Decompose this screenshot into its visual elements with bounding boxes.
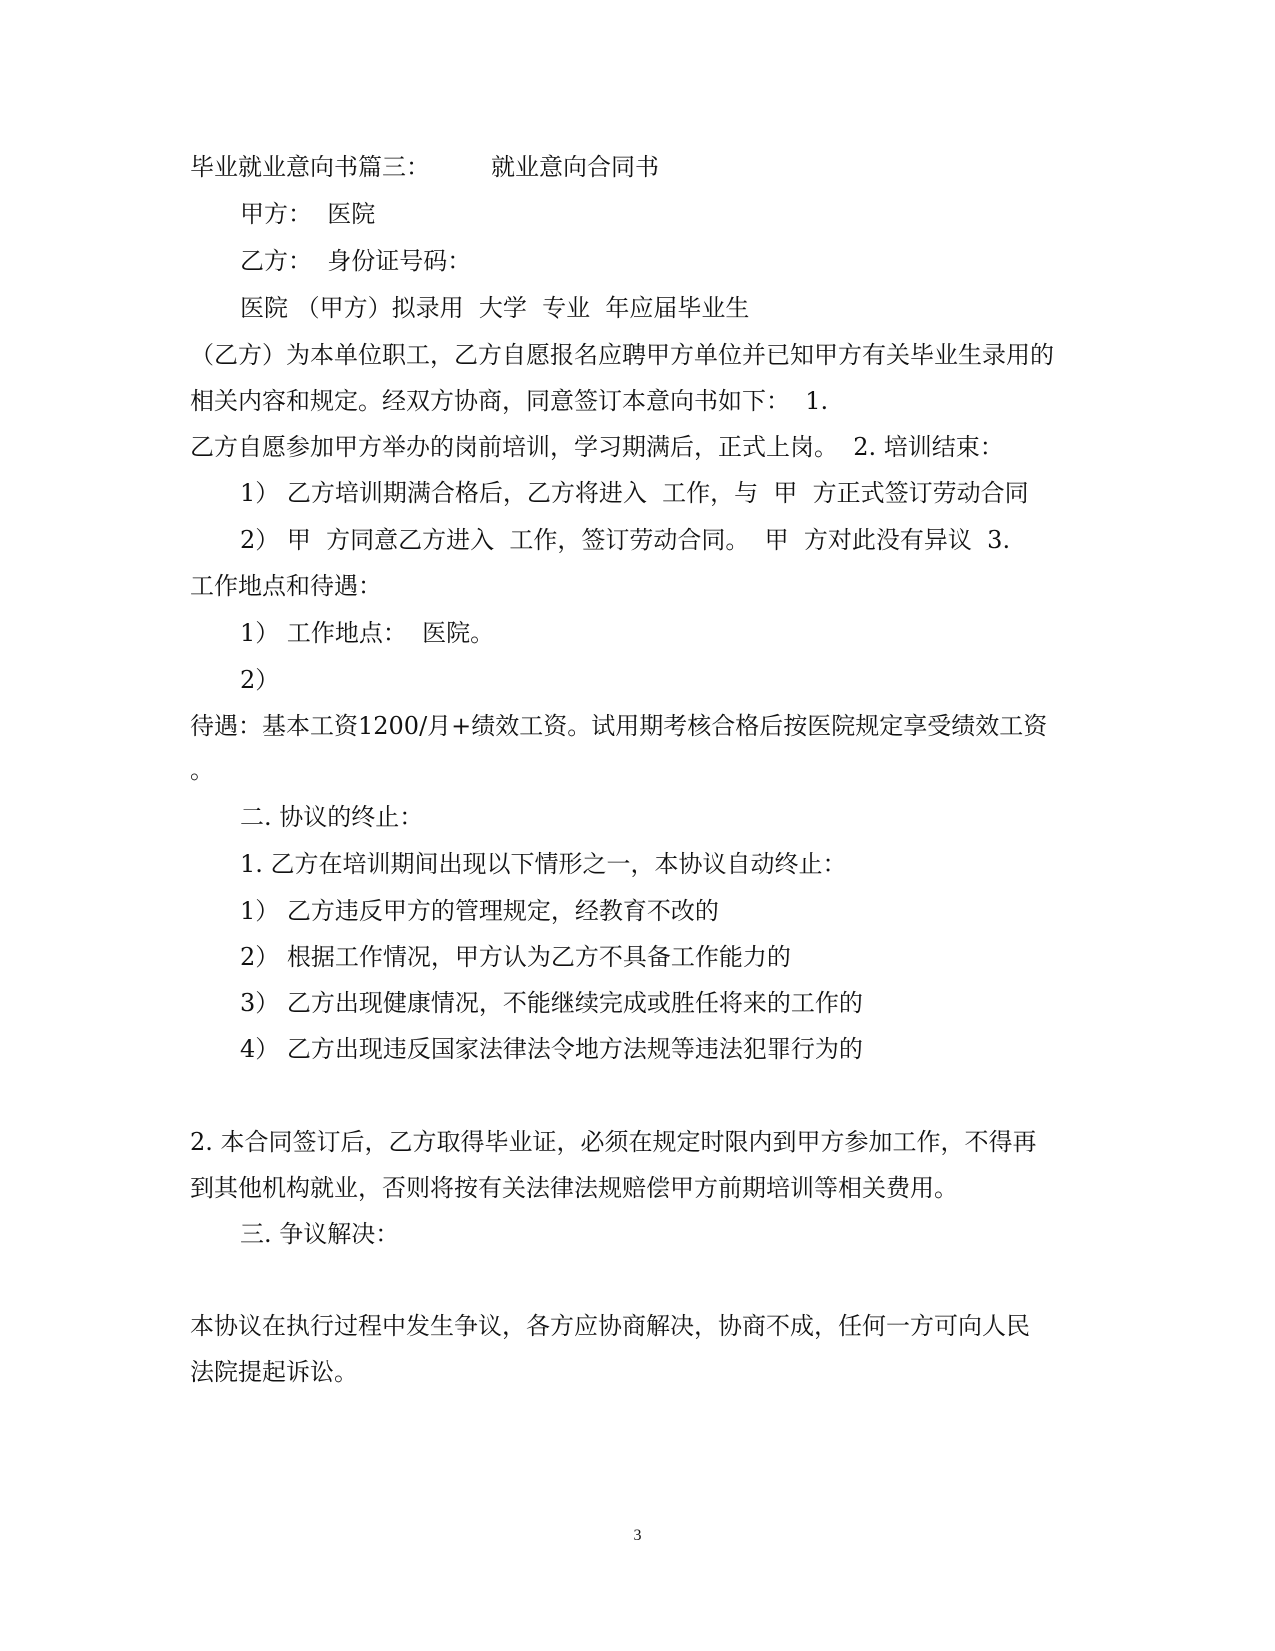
section-heading: 三. 争议解决： [240,1220,400,1248]
paragraph-line: 。 [190,756,214,784]
list-item: 3） 乙方出现健康情况，不能继续完成或胜任将来的工作的 [240,989,863,1017]
list-item: 4） 乙方出现违反国家法律法令地方法规等违法犯罪行为的 [240,1035,863,1063]
party-a-line: 甲方： 医院 [240,200,376,228]
section-heading: 二. 协议的终止： [240,803,424,831]
page-number: 3 [633,1527,642,1544]
list-item: 1） 工作地点： 医院。 [240,619,495,647]
paragraph-line: 医院 （甲方）拟录用 大学 专业 年应届毕业生 [240,294,750,322]
paragraph-line: 工作地点和待遇： [190,572,382,600]
list-item: 1） 乙方培训期满合格后，乙方将进入 工作，与 甲 方正式签订劳动合同 [240,479,1029,507]
paragraph-line: 乙方自愿参加甲方举办的岗前培训，学习期满后，正式上岗。 2. 培训结束： [190,433,1004,461]
paragraph-line: 2. 本合同签订后，乙方取得毕业证，必须在规定时限内到甲方参加工作，不得再 [190,1128,1037,1156]
heading-line: 毕业就业意向书篇三： 就业意向合同书 [190,153,660,181]
list-item: 1. 乙方在培训期间出现以下情形之一，本协议自动终止： [240,850,847,878]
list-item: 2） 根据工作情况，甲方认为乙方不具备工作能力的 [240,943,791,971]
list-item: 2） [240,666,280,694]
party-b-line: 乙方： 身份证号码： [240,247,472,275]
paragraph-line: 待遇：基本工资1200/月+绩效工资。试用期考核合格后按医院规定享受绩效工资 [190,712,1048,740]
list-item: 1） 乙方违反甲方的管理规定，经教育不改的 [240,897,719,925]
paragraph-line: 到其他机构就业，否则将按有关法律法规赔偿甲方前期培训等相关费用。 [190,1174,958,1202]
list-item: 2） 甲 方同意乙方进入 工作，签订劳动合同。 甲 方对此没有异议 3. [240,526,1011,554]
paragraph-line: （乙方）为本单位职工，乙方自愿报名应聘甲方单位并已知甲方有关毕业生录用的 [190,341,1054,369]
paragraph-line: 法院提起诉讼。 [190,1358,358,1386]
paragraph-line: 本协议在执行过程中发生争议，各方应协商解决，协商不成，任何一方可向人民 [190,1312,1030,1340]
paragraph-line: 相关内容和规定。经双方协商，同意签订本意向书如下： 1. [190,387,829,415]
